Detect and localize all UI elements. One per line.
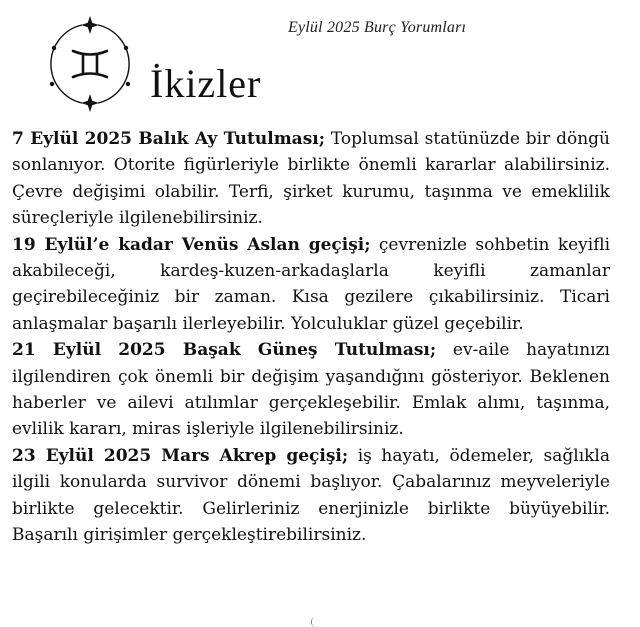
- paragraph-heading: 21 Eylül 2025 Başak Güneş Tutulması;: [12, 340, 437, 361]
- sign-title: İkizler: [150, 61, 262, 106]
- paragraph-basak-gunes-tutulmasi: [12, 337, 610, 443]
- gemini-zodiac-icon: [40, 14, 140, 114]
- paragraph-venus-aslan-gecisi: [12, 232, 610, 338]
- article-body: [12, 126, 610, 549]
- paragraph-text: iş hayatı, ödemeler, sağlıkla ilgili konularda survivor dönemi başlıyor. Çabalarınız meyveleriyle birlikte gelecektir. Gelirleriniz enerjinizle birlikte büyüyebilir. Başarılı girişimler gerçekleştirebilirsiniz.: [12, 445, 611, 546]
- header-title: Eylül 2025 Burç Yorumları: [288, 19, 467, 36]
- paragraph-balik-ay-tutulmasi: [12, 126, 610, 232]
- paragraph-heading: 23 Eylül 2025 Mars Akrep geçişi;: [12, 445, 349, 466]
- paragraph-text: ev-aile hayatınızı ilgilendiren çok önemli bir değişim yaşandığını gösteriyor. Beklenen haberler ve ailevi atılımlar gerçekleşebilir. Emlak alımı, taşınma, evlilik kararı, miras işleriyle ilgilenebilirsiniz.: [12, 340, 610, 440]
- paragraph-heading: 7 Eylül 2025 Balık Ay Tutulması;: [12, 129, 326, 149]
- paragraph-text: çevrenizle sohbetin keyifli akabileceği, kardeş-kuzen-arkadaşlarla keyifli zamanlar geçirebileceğiniz bir zaman. Kısa gezilere çıkabilirsiniz. Ticari anlaşmalar başarılı ilerleyebilir. Yolculuklar güzel geçebilir.: [12, 234, 611, 334]
- crescent-moon-icon: [307, 616, 321, 627]
- paragraph-text: Toplumsal statünüzde bir döngü sonlanıyor. Otorite figürleriyle birlikte önemli kararlar alabilirsiniz. Çevre değişimi olabilir. Terfi, şirket kurumu, taşınma ve emeklilik süreçleriyle ilgilenebilirsiniz.: [12, 129, 610, 229]
- paragraph-mars-akrep-gecisi: [12, 443, 610, 549]
- paragraph-heading: 19 Eylül’e kadar Venüs Aslan geçişi;: [12, 234, 371, 255]
